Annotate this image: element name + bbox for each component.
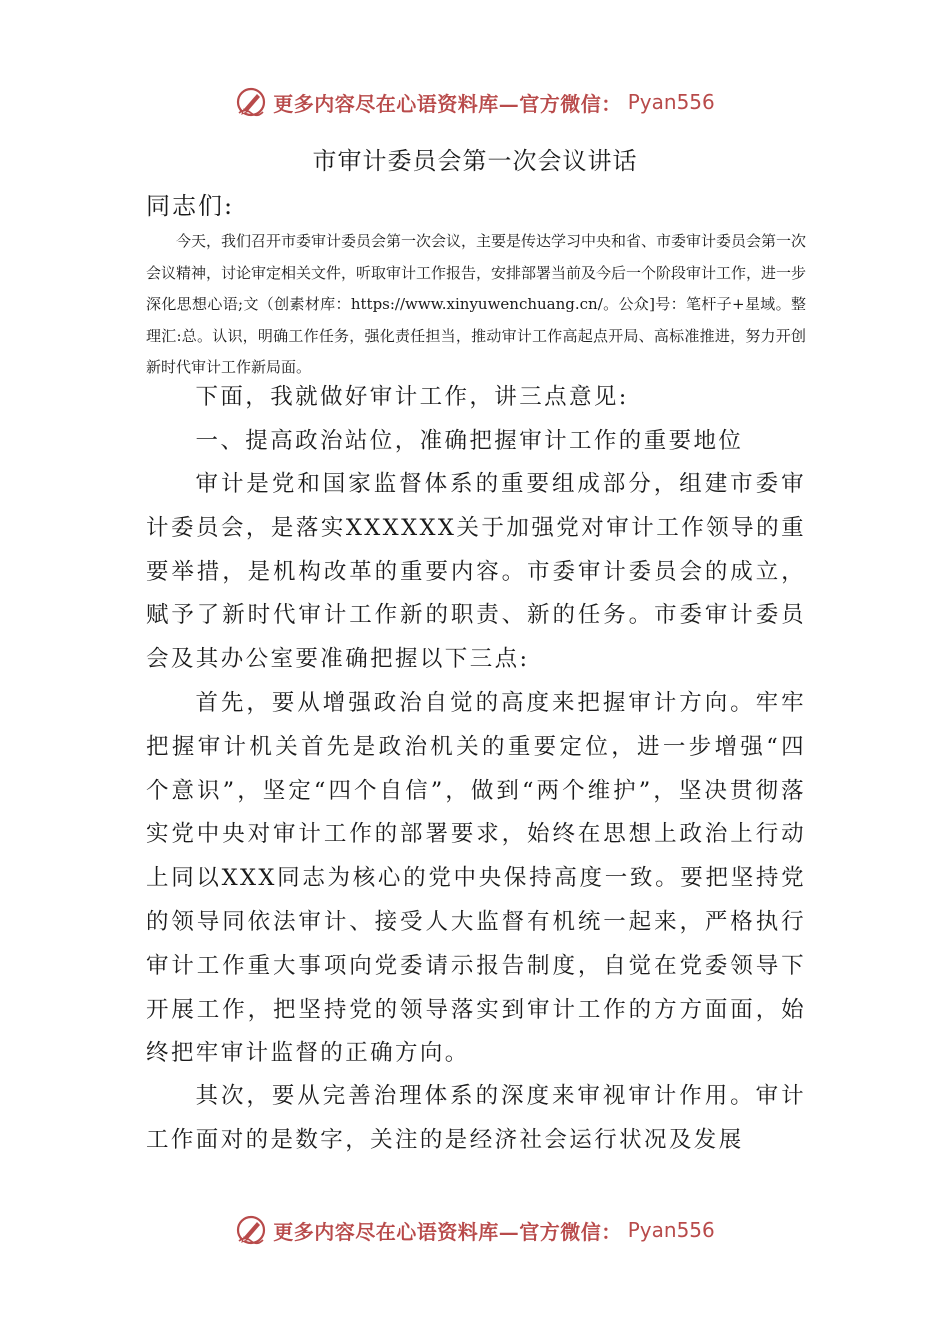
body-paragraph-1: 审计是党和国家监督体系的重要组成部分，组建市委审计委员会，是落实XXXXXX关于加强党对审计工作领导的重要举措，是机构改革的重要内容。市委审计委员会的成立，赋予了新时代审计工作新的职责、新的任务。市委审计委员会及其办公室要准确把握以下三点: xyxy=(146,471,806,673)
watermark-banner-top xyxy=(0,82,950,122)
intro-paragraph: 今天，我们召开市委审计委员会第一次会议，主要是传达学习中央和省、市委审计委员会第一次会议精神，讨论审定相关文件，听取审计工作报告，安排部署当前及今后一个阶段审计工作，进一步深化思想心语;文（创素材库：https://www.xinyuwenchuang.cn/。公众]号：笔杆子+星域。整理汇:总。认识，明确工作任务，强化责任担当，推动审计工作高起点开局、高标准推进，努力开创新时代审计工作新局面。 xyxy=(146,232,807,376)
section-heading-1: 一、提高政治站位，准确把握审计工作的重要地位 xyxy=(195,428,744,454)
watermark-text: 更多内容尽在心语资料库—官方微信： xyxy=(273,1219,622,1244)
watermark-wechat-id: Pyan556 xyxy=(627,90,715,114)
pen-circle-logo-icon xyxy=(235,1214,267,1246)
body-paragraph-3: 其次，要从完善治理体系的深度来审视审计作用。审计工作面对的是数字，关注的是经济社会运行状况及发展 xyxy=(146,1083,806,1153)
body-paragraph-2: 首先，要从增强政治自觉的高度来把握审计方向。牢牢把握审计机关首先是政治机关的重要定位，进一步增强“四个意识”，坚定“四个自信”，做到“两个维护”，坚决贯彻落实党中央对审计工作的部署要求，始终在思想上政治上行动上同以XXX同志为核心的党中央保持高度一致。要把坚持党的领导同依法审计、接受人大监督有机统一起来，严格执行审计工作重大事项向党委请示报告制度，自觉在党委领导下开展工作，把坚持党的领导落实到审计工作的方方面面，始终把牢审计监督的正确方向。 xyxy=(146,690,806,1067)
watermark-wechat-id: Pyan556 xyxy=(627,1218,715,1242)
document-title: 市审计委员会第一次会议讲话 xyxy=(312,147,638,175)
opinion-paragraph: 下面，我就做好审计工作，讲三点意见: xyxy=(195,384,629,410)
pen-circle-logo-icon xyxy=(235,86,267,118)
watermark-banner-bottom xyxy=(0,1210,950,1250)
watermark-text: 更多内容尽在心语资料库—官方微信： xyxy=(273,91,622,116)
greeting: 同志们: xyxy=(146,192,235,220)
